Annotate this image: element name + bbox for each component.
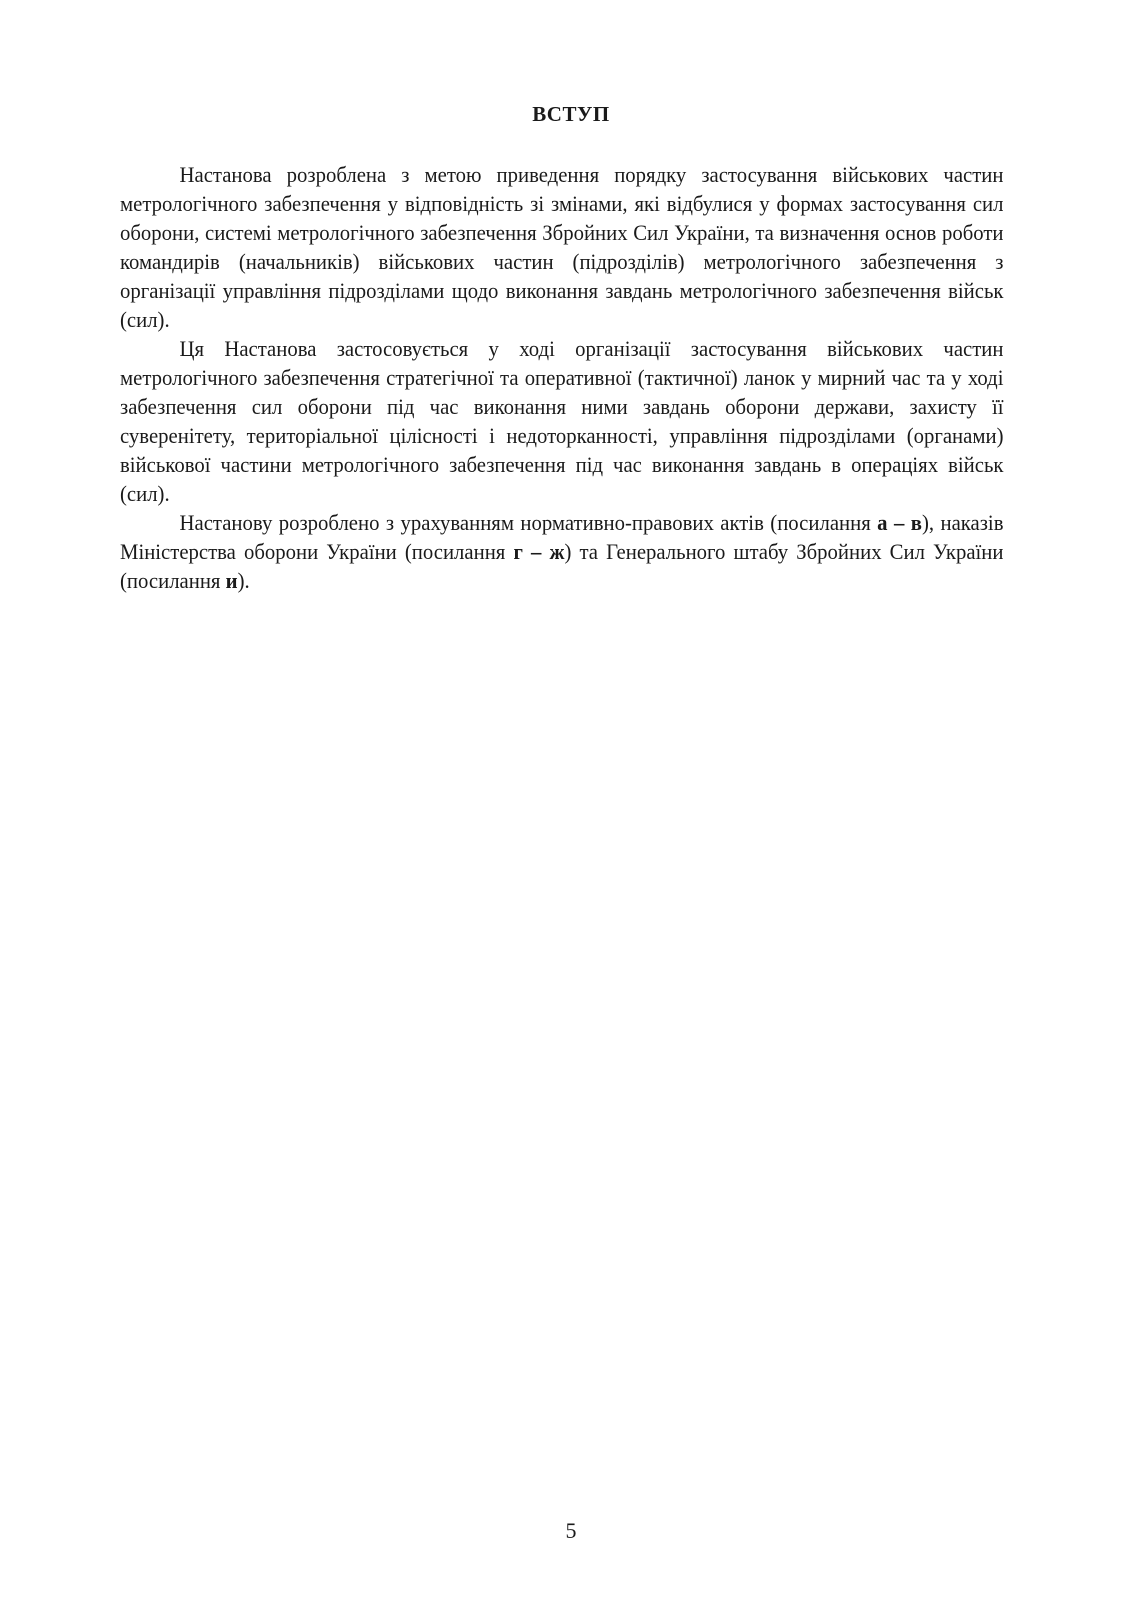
reference-g-zh: г – ж	[513, 539, 565, 564]
reference-a-v: а – в	[877, 510, 922, 535]
paragraph-references	[120, 508, 1004, 595]
references-text-3: ) та Генерального штабу Збройних Сил України (посилання	[120, 539, 1004, 593]
references-text-4: ).	[237, 568, 250, 593]
references-text-1: Настанову розроблено з урахуванням нормативно-правових актів (посилання	[179, 510, 878, 535]
reference-y: и	[225, 568, 238, 593]
paragraph-purpose: Настанова розроблена з метою приведення порядку застосування військових частин метрологічного забезпечення у відповідність зі змінами, які відбулися у формах застосування сил оборони, системі метрологічного забезпечення Збройних Сил України, та визначення основ роботи командирів (начальників) військових частин (підрозділів) метрологічного забезпечення з організації управління підрозділами щодо виконання завдань метрологічного забезпечення військ (сил).	[120, 162, 1004, 332]
page-number: 5	[565, 1518, 577, 1543]
section-title: ВСТУП	[532, 102, 610, 126]
body-text	[120, 160, 1004, 595]
references-text-2: ), наказів Міністерства оборони України (посилання	[120, 510, 1004, 564]
paragraph-scope: Ця Настанова застосовується у ході організації застосування військових частин метрологічного забезпечення стратегічної та оперативної (тактичної) ланок у мирний час та у ході забезпечення сил оборони під час виконання ними завдань оборони держави, захисту її суверенітету, територіальної цілісності і недоторканності, управління підрозділами (органами) військової частини метрологічного забезпечення під час виконання завдань в операціях військ (сил).	[120, 336, 1004, 506]
